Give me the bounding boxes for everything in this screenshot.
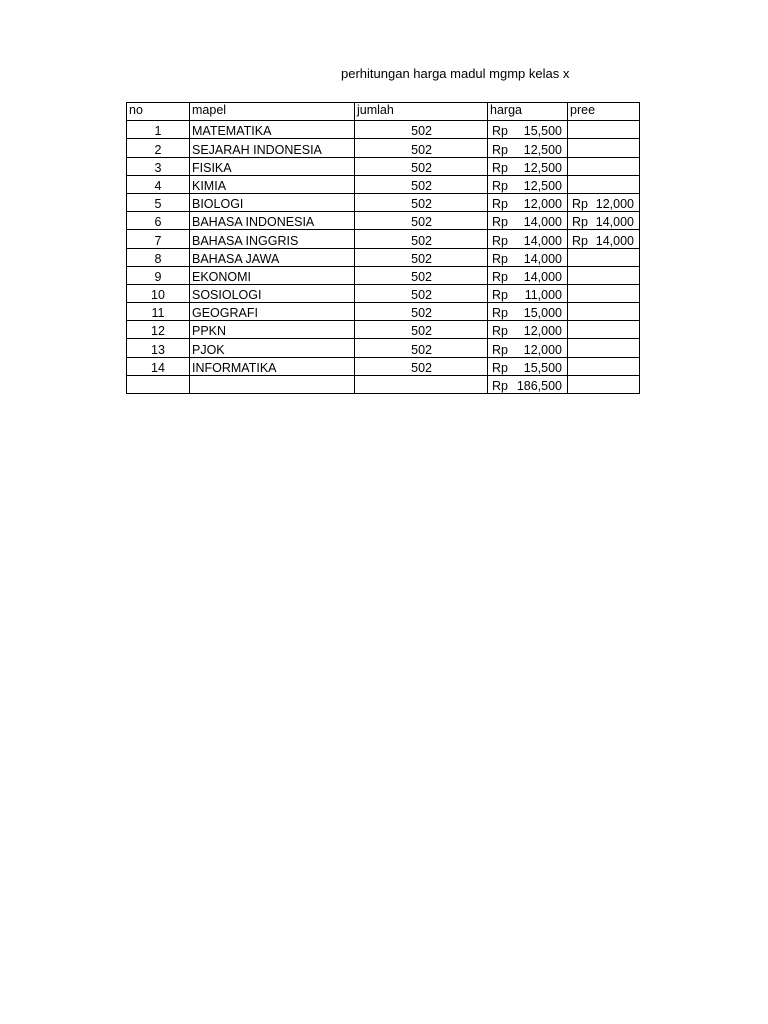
cell-harga-value: 14,000 — [523, 215, 562, 230]
table-row — [127, 303, 640, 321]
table-row — [127, 284, 640, 302]
currency-label: Rp — [572, 197, 588, 212]
currency-label: Rp — [492, 324, 508, 339]
cell-jumlah[interactable]: 502 — [355, 303, 488, 321]
cell-mapel[interactable]: GEOGRAFI — [190, 303, 355, 321]
cell-mapel[interactable]: KIMIA — [190, 175, 355, 193]
table-row — [127, 212, 640, 230]
cell-harga[interactable] — [488, 139, 568, 157]
cell-harga-value: 14,000 — [523, 269, 562, 284]
cell-harga-value: 14,000 — [523, 251, 562, 266]
table-row — [127, 139, 640, 157]
cell-total-harga-amount — [490, 379, 565, 393]
cell-pree[interactable] — [568, 284, 640, 302]
table-row — [127, 357, 640, 375]
currency-label: Rp — [492, 379, 508, 393]
cell-no[interactable]: 3 — [127, 157, 190, 175]
header-no[interactable]: no — [127, 103, 190, 121]
cell-harga[interactable] — [488, 321, 568, 339]
cell-pree-amount — [570, 215, 637, 229]
sheet-title: perhitungan harga madul mgmp kelas x — [341, 66, 570, 81]
cell-harga[interactable] — [488, 303, 568, 321]
table-header-row — [127, 103, 640, 121]
total-row — [127, 375, 640, 393]
cell-pree[interactable] — [568, 339, 640, 357]
cell-mapel[interactable]: INFORMATIKA — [190, 357, 355, 375]
cell-pree-amount — [570, 234, 637, 248]
cell-no[interactable]: 12 — [127, 321, 190, 339]
cell-mapel[interactable]: MATEMATIKA — [190, 121, 355, 139]
cell-no[interactable]: 2 — [127, 139, 190, 157]
cell-total-harga-value: 186,500 — [516, 379, 562, 393]
currency-label: Rp — [492, 288, 508, 303]
cell-jumlah[interactable]: 502 — [355, 175, 488, 193]
cell-harga[interactable] — [488, 357, 568, 375]
cell-no[interactable]: 4 — [127, 175, 190, 193]
cell-empty[interactable] — [355, 375, 488, 393]
cell-mapel[interactable]: FISIKA — [190, 157, 355, 175]
cell-harga[interactable] — [488, 193, 568, 211]
cell-no[interactable]: 5 — [127, 193, 190, 211]
cell-mapel[interactable]: BAHASA INDONESIA — [190, 212, 355, 230]
cell-harga-amount — [490, 343, 565, 357]
cell-no[interactable]: 10 — [127, 284, 190, 302]
cell-harga-amount — [490, 179, 565, 193]
table-row — [127, 266, 640, 284]
cell-no[interactable]: 6 — [127, 212, 190, 230]
table-row — [127, 321, 640, 339]
cell-harga-value: 12,000 — [523, 197, 562, 212]
cell-harga-value: 12,000 — [523, 342, 562, 357]
cell-jumlah[interactable]: 502 — [355, 212, 488, 230]
cell-pree-value: 14,000 — [595, 233, 634, 248]
cell-harga-value: 12,500 — [523, 142, 562, 157]
cell-harga-value: 12,500 — [523, 178, 562, 193]
price-table — [126, 102, 640, 394]
cell-harga-amount — [490, 143, 565, 157]
currency-label: Rp — [492, 178, 508, 193]
cell-harga-amount — [490, 270, 565, 284]
currency-label: Rp — [572, 215, 588, 230]
cell-jumlah[interactable]: 502 — [355, 266, 488, 284]
cell-mapel[interactable]: SEJARAH INDONESIA — [190, 139, 355, 157]
cell-mapel[interactable]: EKONOMI — [190, 266, 355, 284]
cell-no[interactable]: 7 — [127, 230, 190, 248]
cell-harga-amount — [490, 197, 565, 211]
cell-pree[interactable] — [568, 175, 640, 193]
cell-harga[interactable] — [488, 266, 568, 284]
currency-label: Rp — [572, 233, 588, 248]
cell-harga[interactable] — [488, 230, 568, 248]
table-row — [127, 339, 640, 357]
cell-pree[interactable] — [568, 193, 640, 211]
cell-jumlah[interactable]: 502 — [355, 248, 488, 266]
table-row — [127, 193, 640, 211]
cell-pree[interactable] — [568, 230, 640, 248]
currency-label: Rp — [492, 269, 508, 284]
currency-label: Rp — [492, 233, 508, 248]
cell-jumlah[interactable]: 502 — [355, 139, 488, 157]
cell-pree[interactable] — [568, 303, 640, 321]
cell-total-harga[interactable] — [488, 375, 568, 393]
cell-mapel[interactable]: PPKN — [190, 321, 355, 339]
currency-label: Rp — [492, 215, 508, 230]
cell-jumlah[interactable]: 502 — [355, 357, 488, 375]
cell-harga-amount — [490, 161, 565, 175]
cell-pree-amount — [570, 197, 637, 211]
cell-harga-value: 11,000 — [524, 288, 562, 303]
cell-pree[interactable] — [568, 357, 640, 375]
cell-jumlah[interactable]: 502 — [355, 121, 488, 139]
cell-pree[interactable] — [568, 157, 640, 175]
table-row — [127, 121, 640, 139]
cell-harga[interactable] — [488, 284, 568, 302]
cell-no[interactable]: 11 — [127, 303, 190, 321]
cell-jumlah[interactable]: 502 — [355, 230, 488, 248]
cell-jumlah[interactable]: 502 — [355, 157, 488, 175]
currency-label: Rp — [492, 342, 508, 357]
table-row — [127, 248, 640, 266]
cell-harga-amount — [490, 215, 565, 229]
cell-jumlah[interactable]: 502 — [355, 284, 488, 302]
currency-label: Rp — [492, 197, 508, 212]
cell-empty[interactable] — [127, 375, 190, 393]
price-table-body — [127, 103, 640, 394]
cell-pree[interactable] — [568, 248, 640, 266]
cell-harga[interactable] — [488, 248, 568, 266]
cell-harga-value: 14,000 — [523, 233, 562, 248]
table-row — [127, 175, 640, 193]
cell-no[interactable]: 14 — [127, 357, 190, 375]
cell-no[interactable]: 8 — [127, 248, 190, 266]
cell-mapel[interactable]: BAHASA INGGRIS — [190, 230, 355, 248]
cell-jumlah[interactable]: 502 — [355, 193, 488, 211]
cell-harga-amount — [490, 288, 565, 302]
cell-harga-amount — [490, 324, 565, 338]
header-pree[interactable]: pree — [568, 103, 640, 121]
cell-empty[interactable] — [568, 375, 640, 393]
table-row — [127, 230, 640, 248]
cell-pree-value: 12,000 — [595, 197, 634, 212]
cell-pree-value: 14,000 — [595, 215, 634, 230]
cell-harga-amount — [490, 252, 565, 266]
cell-no[interactable]: 13 — [127, 339, 190, 357]
cell-mapel[interactable]: BIOLOGI — [190, 193, 355, 211]
currency-label: Rp — [492, 124, 508, 139]
cell-harga-amount — [490, 306, 565, 320]
cell-pree[interactable] — [568, 139, 640, 157]
cell-mapel[interactable]: PJOK — [190, 339, 355, 357]
cell-pree[interactable] — [568, 321, 640, 339]
header-mapel[interactable]: mapel — [190, 103, 355, 121]
header-jumlah[interactable]: jumlah — [355, 103, 488, 121]
cell-jumlah[interactable]: 502 — [355, 321, 488, 339]
cell-pree[interactable] — [568, 121, 640, 139]
cell-pree[interactable] — [568, 212, 640, 230]
cell-no[interactable]: 1 — [127, 121, 190, 139]
currency-label: Rp — [492, 360, 508, 375]
cell-pree[interactable] — [568, 266, 640, 284]
cell-harga[interactable] — [488, 212, 568, 230]
cell-harga[interactable] — [488, 175, 568, 193]
cell-harga-amount — [490, 361, 565, 375]
cell-empty[interactable] — [190, 375, 355, 393]
cell-harga[interactable] — [488, 121, 568, 139]
cell-harga-value: 15,000 — [523, 306, 562, 321]
cell-harga-value: 12,500 — [523, 160, 562, 175]
currency-label: Rp — [492, 160, 508, 175]
cell-mapel[interactable]: SOSIOLOGI — [190, 284, 355, 302]
cell-harga[interactable] — [488, 339, 568, 357]
currency-label: Rp — [492, 306, 508, 321]
currency-label: Rp — [492, 251, 508, 266]
cell-mapel[interactable]: BAHASA JAWA — [190, 248, 355, 266]
cell-harga-amount — [490, 234, 565, 248]
currency-label: Rp — [492, 142, 508, 157]
table-row — [127, 157, 640, 175]
cell-harga-value: 15,500 — [523, 360, 562, 375]
cell-harga-amount — [490, 124, 565, 138]
cell-harga[interactable] — [488, 157, 568, 175]
header-harga[interactable]: harga — [488, 103, 568, 121]
cell-harga-value: 12,000 — [523, 324, 562, 339]
cell-harga-value: 15,500 — [523, 124, 562, 139]
cell-jumlah[interactable]: 502 — [355, 339, 488, 357]
cell-no[interactable]: 9 — [127, 266, 190, 284]
